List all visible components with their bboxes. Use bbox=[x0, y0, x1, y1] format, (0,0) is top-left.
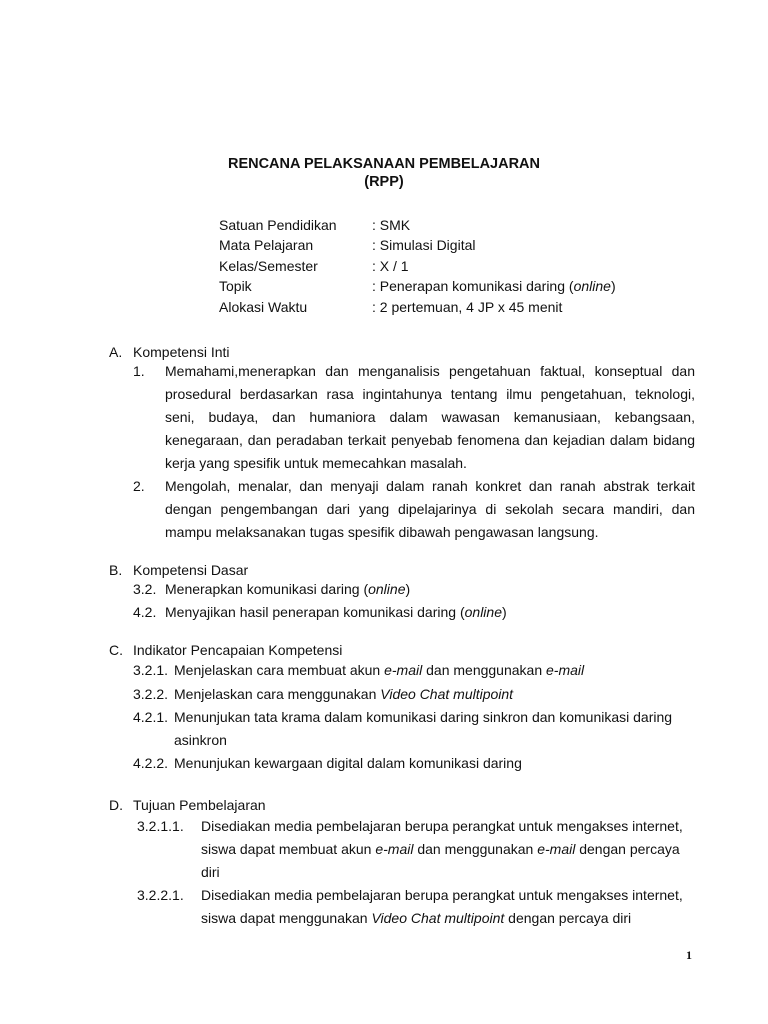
section-marker: C. bbox=[109, 642, 123, 658]
list-item-text: siswa dapat membuat akun e-mail dan menggunakan e-mail dengan percaya bbox=[201, 841, 680, 857]
section-heading: Kompetensi Inti bbox=[133, 344, 230, 360]
list-item-text: Menjelaskan cara membuat akun e-mail dan menggunakan e-mail bbox=[174, 662, 585, 678]
list-item-text: Menyajikan hasil penerapan komunikasi daring (online) bbox=[165, 604, 507, 620]
identity-label: Mata Pelajaran bbox=[219, 237, 314, 253]
list-item-text: Disediakan media pembelajaran berupa perangkat untuk mengakses internet, bbox=[201, 887, 683, 903]
list-item-continuation: asinkron bbox=[174, 732, 227, 748]
paragraph-line: kerja yang spesifik untuk memecahkan masalah. bbox=[165, 455, 467, 471]
list-number: 1. bbox=[133, 363, 145, 379]
document-title: RENCANA PELAKSANAAN PEMBELAJARAN bbox=[227, 156, 541, 172]
section-marker: A. bbox=[109, 344, 123, 360]
paragraph-line: Mengolah, menalar, dan menyaji dalam ranah konkret dan ranah abstrak terkait bbox=[165, 478, 695, 494]
document-subtitle: (RPP) bbox=[364, 174, 404, 190]
section-heading: Kompetensi Dasar bbox=[133, 562, 249, 578]
section-heading: Indikator Pencapaian Kompetensi bbox=[133, 642, 343, 658]
list-number: 4.2. bbox=[133, 604, 157, 620]
identity-label: Alokasi Waktu bbox=[219, 299, 308, 315]
list-number: 3.2.2. bbox=[133, 686, 169, 702]
paragraph-line: seni, budaya, dan humaniora dalam wawasan kemanusiaan, kebangsaan, bbox=[165, 409, 695, 425]
paragraph-line: mampu melaksanakan tugas spesifik dibawah pengawasan langsung. bbox=[165, 524, 599, 540]
list-item-text: Menjelaskan cara menggunakan Video Chat multipoint bbox=[174, 686, 514, 702]
paragraph-line: Memahami,menerapkan dan menganalisis pengetahuan faktual, konseptual dan bbox=[165, 363, 695, 379]
section-marker: B. bbox=[109, 562, 123, 578]
paragraph-line: dengan pengembangan dari yang dipelajarinya di sekolah secara mandiri, dan bbox=[165, 501, 695, 517]
list-number: 4.2.1. bbox=[133, 709, 169, 725]
identity-value: : X / 1 bbox=[372, 258, 409, 274]
list-number: 3.2. bbox=[133, 581, 157, 597]
page-number: 1 bbox=[686, 948, 692, 962]
list-number: 3.2.1. bbox=[133, 662, 169, 678]
list-number: 3.2.1.1. bbox=[137, 818, 184, 834]
identity-value: : 2 pertemuan, 4 JP x 45 menit bbox=[372, 299, 563, 315]
identity-value: : Penerapan komunikasi daring (online) bbox=[372, 278, 616, 294]
identity-label: Topik bbox=[219, 278, 252, 294]
identity-label: Satuan Pendidikan bbox=[219, 217, 337, 233]
list-item-text: Disediakan media pembelajaran berupa perangkat untuk mengakses internet, bbox=[201, 818, 683, 834]
section-marker: D. bbox=[109, 797, 123, 813]
list-item-text: diri bbox=[201, 864, 220, 880]
identity-label: Kelas/Semester bbox=[219, 258, 318, 274]
paragraph-line: prosedural berdasarkan rasa ingintahunya tentang ilmu pengetahuan, teknologi, bbox=[165, 386, 695, 402]
section-heading: Tujuan Pembelajaran bbox=[133, 797, 266, 813]
identity-value: : SMK bbox=[372, 217, 411, 233]
identity-value: : Simulasi Digital bbox=[372, 237, 476, 253]
list-number: 3.2.2.1. bbox=[137, 887, 184, 903]
list-number: 2. bbox=[133, 478, 145, 494]
list-item-text: Menerapkan komunikasi daring (online) bbox=[165, 581, 411, 597]
list-item-text: Menunjukan kewargaan digital dalam komunikasi daring bbox=[174, 755, 522, 771]
list-number: 4.2.2. bbox=[133, 755, 169, 771]
list-item-text: siswa dapat menggunakan Video Chat multipoint dengan percaya diri bbox=[201, 910, 632, 926]
paragraph-line: kenegaraan, dan peradaban terkait penyebab fenomena dan kejadian dalam bidang bbox=[165, 432, 695, 448]
list-item-text: Menunjukan tata krama dalam komunikasi daring sinkron dan komunikasi daring bbox=[174, 709, 673, 725]
